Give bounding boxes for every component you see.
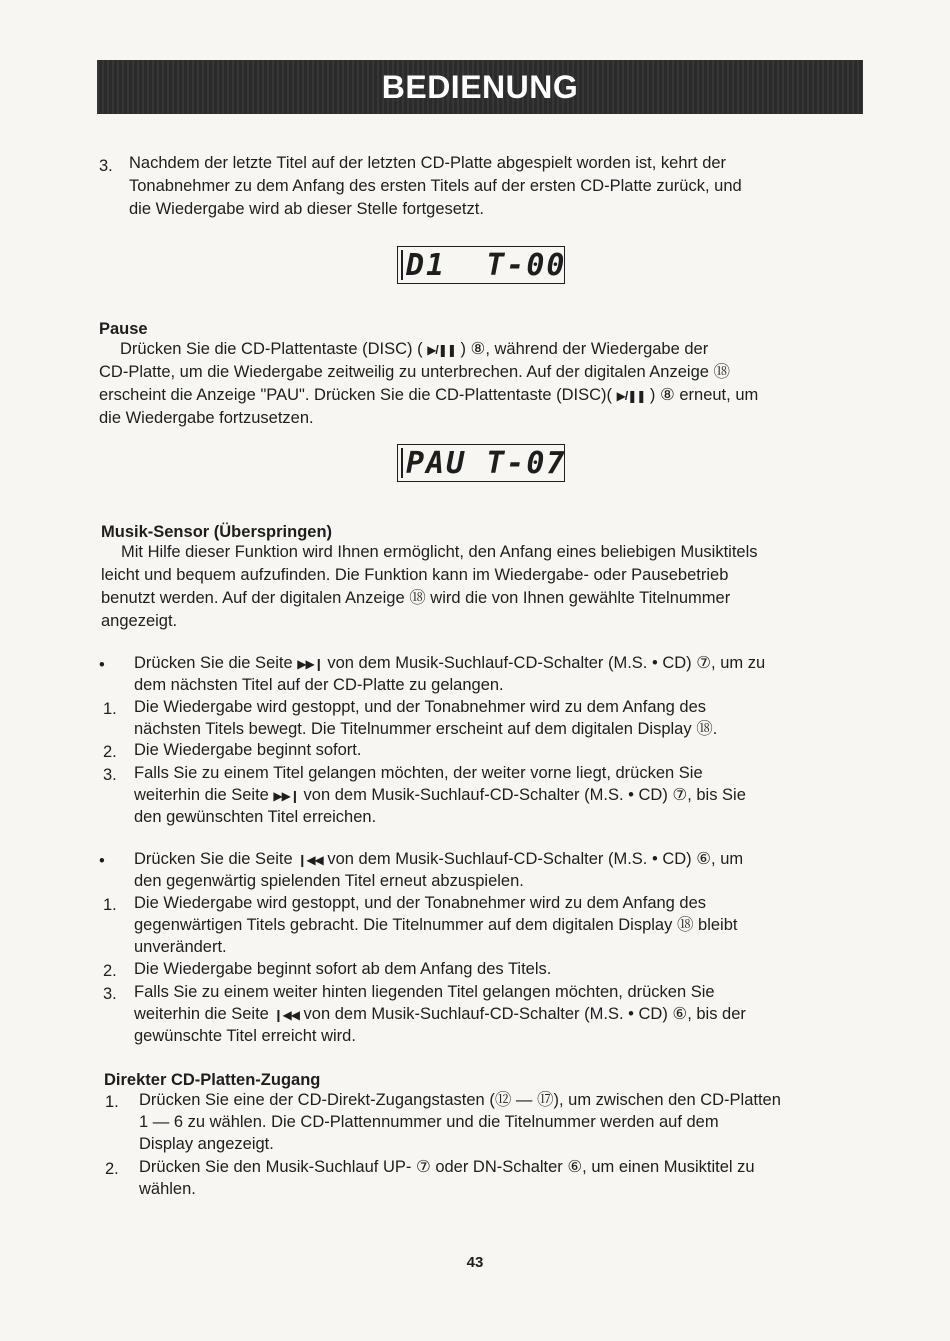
sensor-line-3: benutzt werden. Auf der digitalen Anzeige ⑱ wird die von Ihnen gewählte Titelnummer	[101, 589, 731, 607]
intro-line-2: Tonabnehmer zu dem Anfang des ersten Titels auf der ersten CD-Platte zurück, und	[129, 177, 742, 195]
skip-forward-icon: ▶▶❙	[297, 657, 323, 671]
fwd-step2: Die Wiedergabe beginnt sofort.	[134, 741, 362, 759]
step-number: 2.	[103, 743, 117, 761]
fwd-line-1: Drücken Sie die Seite ▶▶❙ von dem Musik-Suchlauf-CD-Schalter (M.S. • CD) ⑦, um zu	[134, 654, 766, 672]
back-step3-line-2: weiterhin die Seite ❙◀◀ von dem Musik-Suchlauf-CD-Schalter (M.S. • CD) ⑥, bis der	[134, 1005, 746, 1023]
fwd-step1-line-1: Die Wiedergabe wird gestoppt, und der Tonabnehmer wird zu dem Anfang des	[134, 698, 707, 716]
step-number: 3.	[103, 985, 117, 1003]
pause-line-2: CD-Platte, um die Wiedergabe zeitweilig zu unterbrechen. Auf der digitalen Anzeige ⑱	[99, 363, 731, 381]
title-banner	[97, 60, 863, 114]
pause-line-4: die Wiedergabe fortzusetzen.	[99, 409, 314, 427]
step-number: 2.	[105, 1160, 119, 1178]
step-number: 1.	[103, 700, 117, 718]
sensor-line-2: leicht und bequem aufzufinden. Die Funktion kann im Wiedergabe- oder Pausebetrieb	[101, 566, 729, 584]
back-line-2: den gegenwärtig spielenden Titel erneut abzuspielen.	[134, 872, 524, 890]
skip-back-icon: ❙◀◀	[273, 1008, 299, 1022]
page-title: BEDIENUNG	[381, 68, 579, 105]
sensor-line-4: angezeigt.	[101, 612, 178, 630]
back-step2: Die Wiedergabe beginnt sofort ab dem Anfang des Titels.	[134, 960, 552, 978]
fwd-step3-line-3: den gewünschten Titel erreichen.	[134, 808, 377, 826]
play-pause-icon: ▶/❚❚	[427, 343, 456, 357]
direct-step1-line-2: 1 — 6 zu wählen. Die CD-Plattennummer und die Titelnummer werden auf dem	[139, 1113, 719, 1131]
intro-line-3: die Wiedergabe wird ab dieser Stelle fortgesetzt.	[129, 200, 484, 218]
direct-step1-line-3: Display angezeigt.	[139, 1135, 274, 1153]
fwd-step3-line-2: weiterhin die Seite ▶▶❙ von dem Musik-Suchlauf-CD-Schalter (M.S. • CD) ⑦, bis Sie	[134, 786, 746, 804]
direct-step2-line-2: wählen.	[139, 1180, 196, 1198]
back-step1-line-2: gegenwärtigen Titels gebracht. Die Titelnummer auf dem digitalen Display ⑱ bleibt	[134, 916, 738, 934]
back-line-1: Drücken Sie die Seite ❙◀◀ von dem Musik-Suchlauf-CD-Schalter (M.S. • CD) ⑥, um	[134, 850, 744, 868]
lcd-display-2: PAU T-07	[397, 444, 565, 482]
pause-heading: Pause	[99, 320, 148, 338]
fwd-step3-line-1: Falls Sie zu einem Titel gelangen möchten, der weiter vorne liegt, drücken Sie	[134, 764, 703, 782]
back-step3-line-3: gewünschte Titel erreicht wird.	[134, 1027, 356, 1045]
page-number: 43	[466, 1254, 484, 1271]
intro-number: 3.	[99, 157, 113, 175]
back-step1-line-1: Die Wiedergabe wird gestoppt, und der Tonabnehmer wird zu dem Anfang des	[134, 894, 707, 912]
bullet: •	[99, 656, 105, 674]
step-number: 1.	[105, 1093, 119, 1111]
back-step3-line-1: Falls Sie zu einem weiter hinten liegenden Titel gelangen möchten, drücken Sie	[134, 983, 715, 1001]
direct-heading: Direkter CD-Platten-Zugang	[104, 1071, 321, 1089]
pause-line-1: Drücken Sie die CD-Plattentaste (DISC) ( ▶/❚❚ ) ⑧, während der Wiedergabe der	[120, 340, 709, 358]
sensor-heading: Musik-Sensor (Überspringen)	[101, 523, 333, 541]
skip-back-icon: ❙◀◀	[297, 853, 323, 867]
intro-line-1: Nachdem der letzte Titel auf der letzten CD-Platte abgespielt worden ist, kehrt der	[129, 154, 727, 172]
play-pause-icon: ▶/❚❚	[616, 389, 646, 403]
bullet: •	[99, 852, 105, 870]
direct-step2-line-1: Drücken Sie den Musik-Suchlauf UP- ⑦ oder DN-Schalter ⑥, um einen Musiktitel zu	[139, 1158, 755, 1176]
fwd-line-2: dem nächsten Titel auf der CD-Platte zu gelangen.	[134, 676, 504, 694]
lcd-display-1: D1 T-00	[397, 246, 565, 284]
step-number: 1.	[103, 896, 117, 914]
back-step1-line-3: unverändert.	[134, 938, 227, 956]
step-number: 2.	[103, 962, 117, 980]
step-number: 3.	[103, 766, 117, 784]
skip-forward-icon: ▶▶❙	[273, 789, 299, 803]
fwd-step1-line-2: nächsten Titels bewegt. Die Titelnummer erscheint auf dem digitalen Display ⑱.	[134, 720, 718, 738]
pause-line-3: erscheint die Anzeige "PAU". Drücken Sie die CD-Plattentaste (DISC)( ▶/❚❚ ) ⑧ erneut, um	[99, 386, 759, 404]
sensor-line-1: Mit Hilfe dieser Funktion wird Ihnen ermöglicht, den Anfang eines beliebigen Musiktitels	[121, 543, 758, 561]
direct-step1-line-1: Drücken Sie eine der CD-Direkt-Zugangstasten (⑫ — ⑰), um zwischen den CD-Platten	[139, 1091, 781, 1109]
